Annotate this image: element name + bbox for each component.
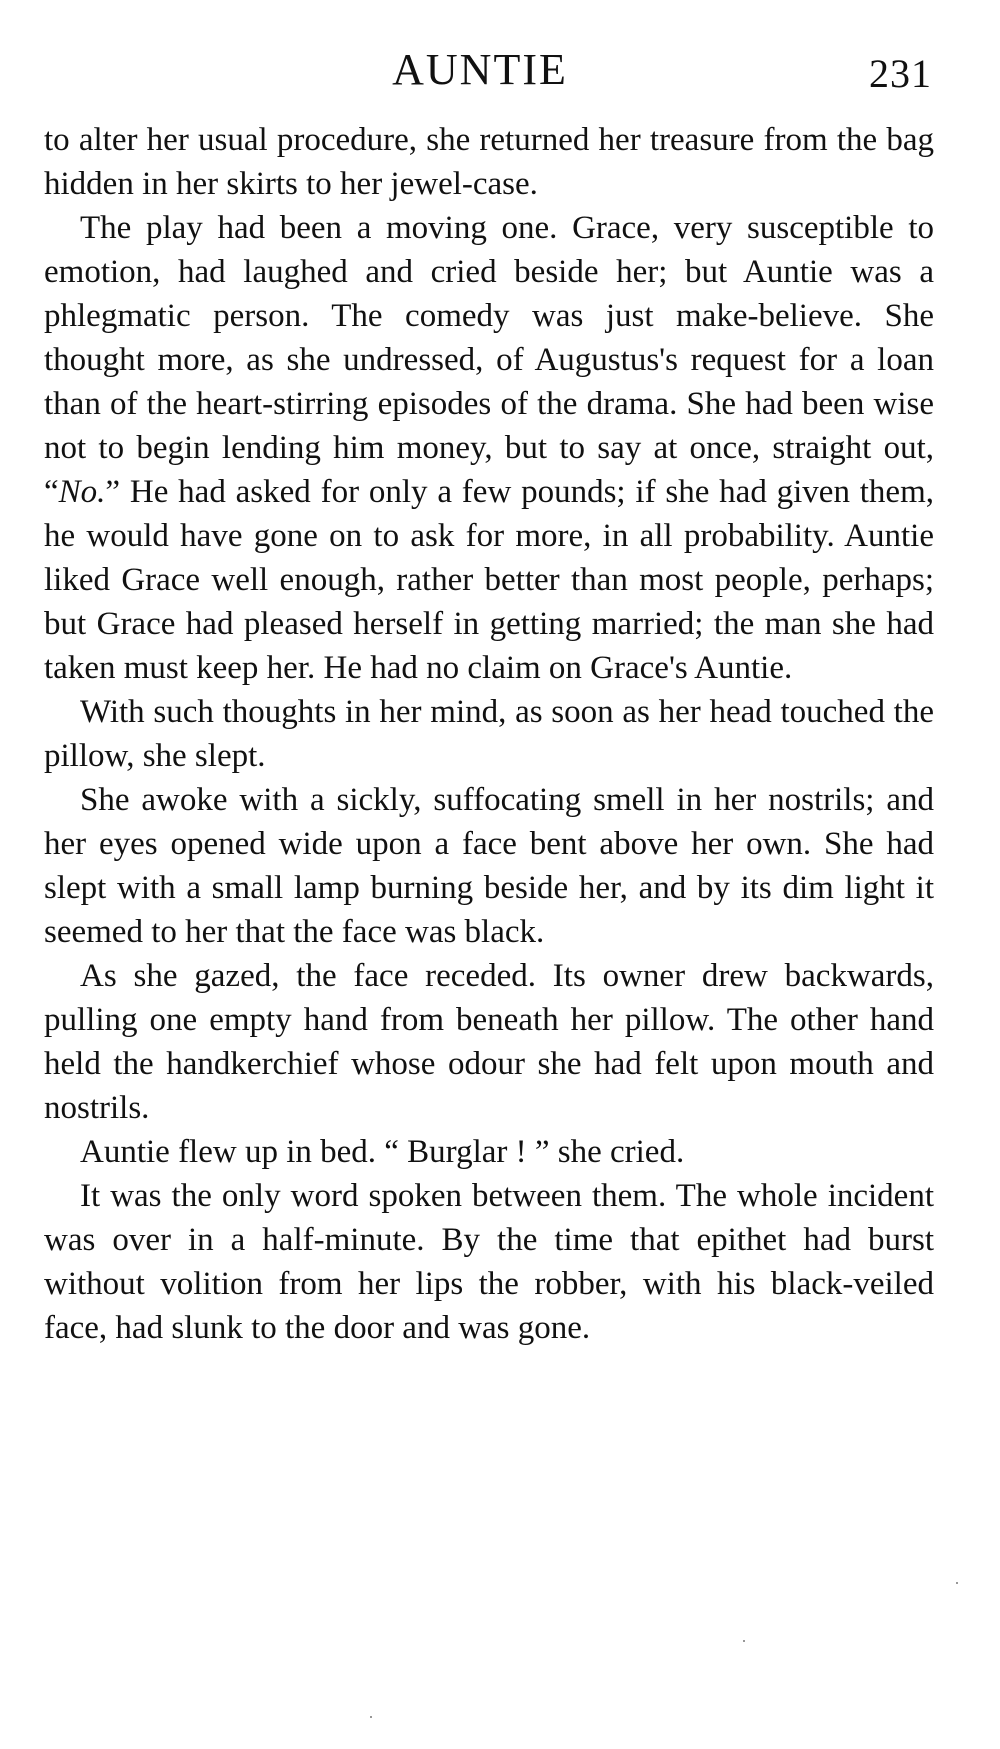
print-speck xyxy=(370,1716,372,1718)
paragraph-play xyxy=(44,206,934,690)
paragraph-only-word: It was the only word spoken between them. The whole incident was over in a half-minute. By the time that epithet had burst without volition from her lips the robber, with his black-veiled face, had slunk to the door and was gone. xyxy=(44,1178,934,1346)
paragraph-awoke: She awoke with a sickly, suffocating smell in her nostrils; and her eyes opened wide upon a face bent above her own. She had slept with a small lamp burning beside her, and by its dim light it seemed to her that the face was black. xyxy=(44,782,934,950)
page-number: 231 xyxy=(869,51,932,96)
paragraph-play-text: The play had been a moving one. Grace, very susceptible to emotion, had laughed and cried beside her; but Auntie was a phlegmatic person. The comedy was just make-believe. She thought more, as she undressed, of Augustus's request for a loan than of the heart-stirring episodes of the drama. She had been wise not to begin lending him money, but to say at once, straight out, “ xyxy=(44,210,934,510)
paragraph-continued: to alter her usual procedure, she returned her treasure from the bag hidden in her skirts to her jewel-case. xyxy=(44,122,934,202)
paragraph-gazed: As she gazed, the face receded. Its owner drew backwards, pulling one empty hand from beneath her pillow. The other hand held the handkerchief whose odour she had felt upon mouth and nostrils. xyxy=(44,958,934,1126)
print-speck xyxy=(743,1640,745,1642)
body-text xyxy=(44,118,934,1350)
emphasis-no: No. xyxy=(58,474,106,510)
running-head: AUNTIE xyxy=(392,45,568,94)
paragraph-play-text-after: ” He had asked for only a few pounds; if she had given them, he would have gone on to ask for more, in all probability. Auntie liked Grace well enough, rather better than most people, perhaps; but Grace had pleased herself in getting married; the man she had taken must keep her. He had no claim on Grace's Auntie. xyxy=(44,474,934,686)
paragraph-burglar: Auntie flew up in bed. “ Burglar ! ” she cried. xyxy=(80,1134,685,1170)
page-header xyxy=(0,40,1000,100)
print-speck xyxy=(956,1582,958,1584)
paragraph-thoughts: With such thoughts in her mind, as soon as her head touched the pillow, she slept. xyxy=(44,694,934,774)
